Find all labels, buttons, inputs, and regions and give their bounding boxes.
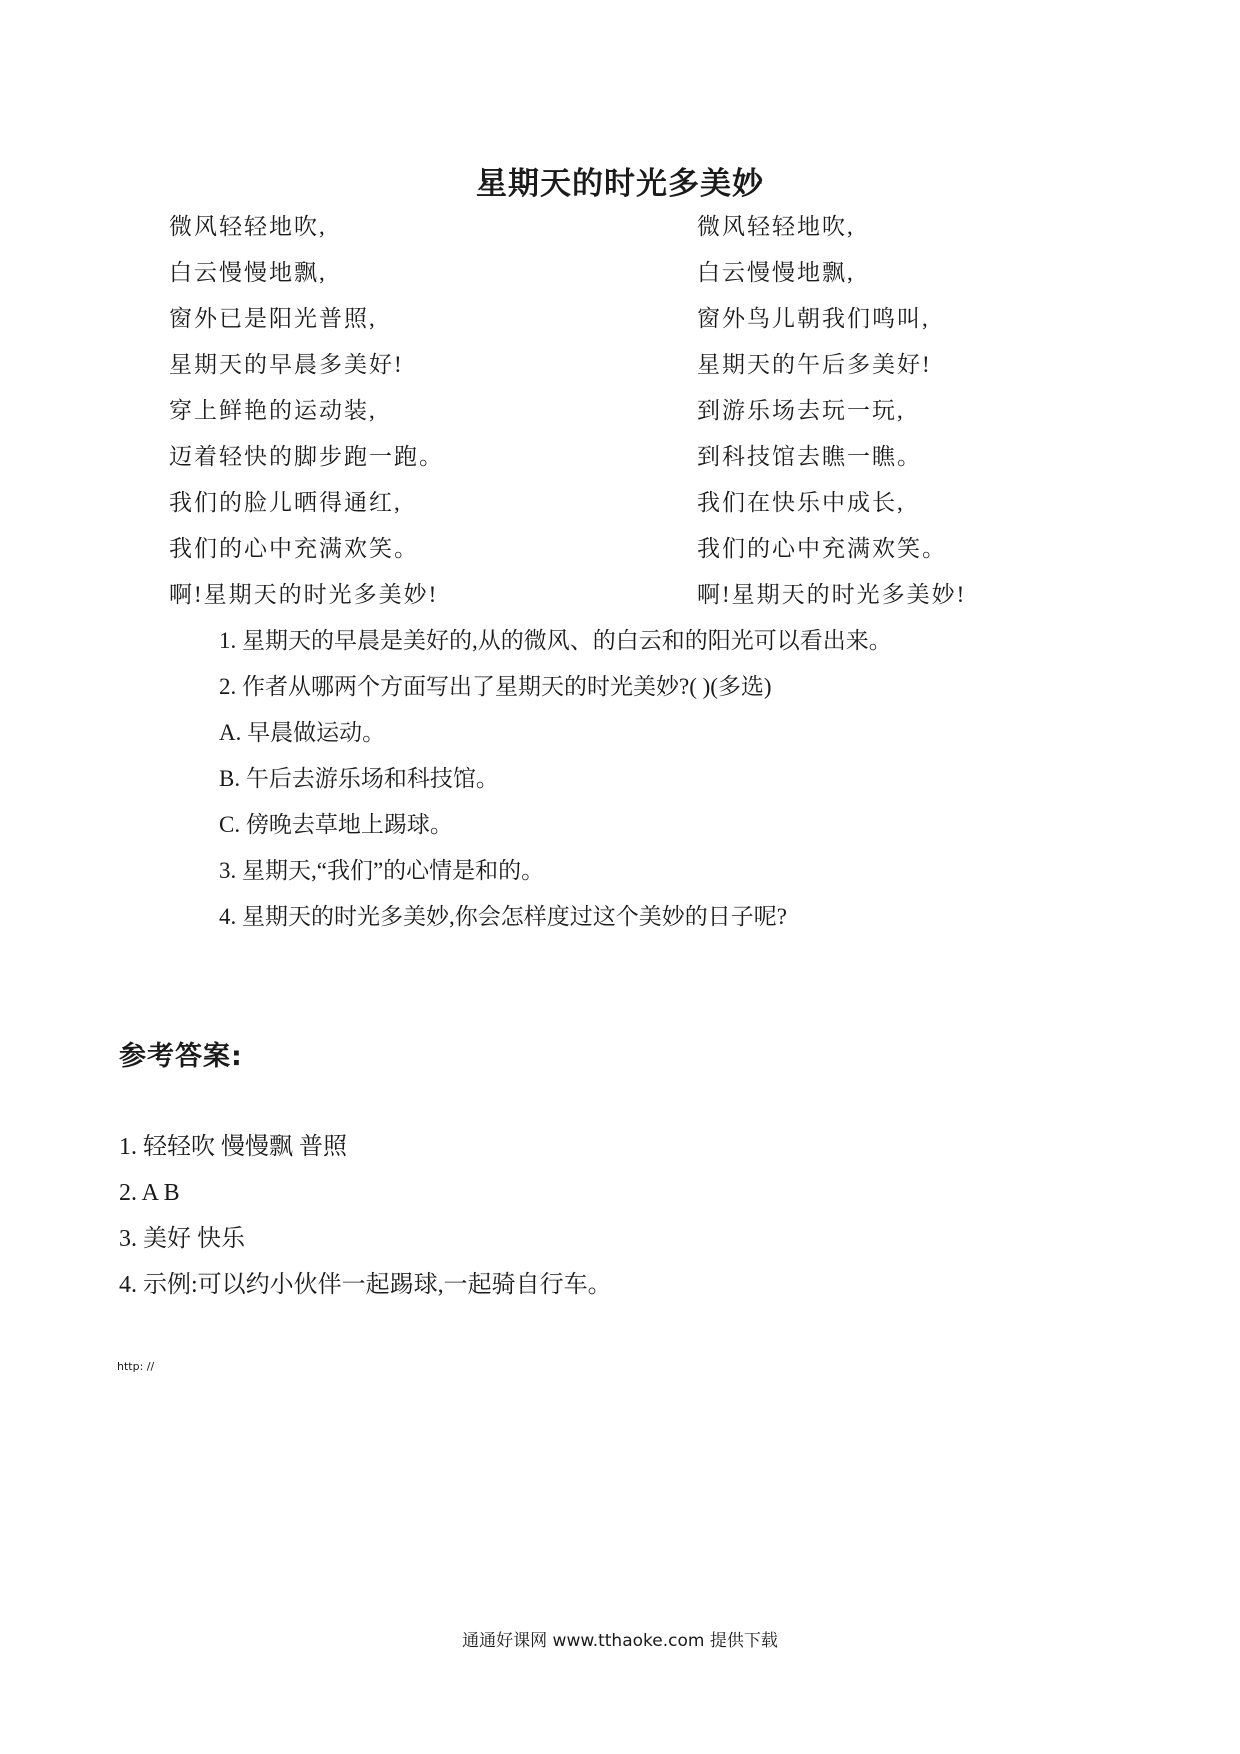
- poem-line: 星期天的早晨多美好!: [169, 352, 404, 377]
- poem-line: 到游乐场去玩一玩,: [697, 398, 905, 423]
- url-note: http: //: [117, 1360, 155, 1373]
- poem-line: 啊!星期天的时光多美妙!: [697, 582, 967, 607]
- poem-line: 窗外已是阳光普照,: [169, 306, 377, 331]
- answer-list: [119, 1124, 612, 1308]
- answer-item: 2. A B: [119, 1180, 180, 1206]
- poem-line: 微风轻轻地吹,: [697, 214, 855, 239]
- question-item: 4. 星期天的时光多美妙,你会怎样度过这个美妙的日子呢?: [219, 904, 787, 929]
- poem-line: 迈着轻快的脚步跑一跑。: [169, 444, 444, 469]
- question-item: 3. 星期天,“我们”的心情是和的。: [219, 858, 545, 883]
- poem-line: 窗外鸟儿朝我们鸣叫,: [697, 306, 930, 331]
- document-title: 星期天的时光多美妙: [476, 166, 764, 202]
- poem-line: 我们在快乐中成长,: [697, 490, 905, 515]
- answer-heading: 参考答案:: [119, 1041, 243, 1072]
- question-option: A. 早晨做运动。: [219, 720, 386, 745]
- poem-line: 到科技馆去瞧一瞧。: [697, 444, 922, 469]
- poem-line: 星期天的午后多美好!: [697, 352, 932, 377]
- poem-line: 穿上鲜艳的运动装,: [169, 398, 377, 423]
- question-list: [219, 618, 892, 940]
- poem-line: 微风轻轻地吹,: [169, 214, 327, 239]
- answer-item: 4. 示例:可以约小伙伴一起踢球,一起骑自行车。: [119, 1272, 612, 1298]
- poem-right-column: [697, 204, 966, 618]
- poem-line: 我们的心中充满欢笑。: [169, 536, 419, 561]
- answer-item: 1. 轻轻吹 慢慢飘 普照: [119, 1134, 347, 1160]
- question-item: 1. 星期天的早晨是美好的,从的微风、的白云和的阳光可以看出来。: [219, 628, 892, 653]
- poem-line: 白云慢慢地飘,: [169, 260, 327, 285]
- poem-left-column: [169, 204, 444, 618]
- footer-credit: 通通好课网 www.tthaoke.com 提供下载: [462, 1631, 778, 1651]
- poem-line: 白云慢慢地飘,: [697, 260, 855, 285]
- answer-item: 3. 美好 快乐: [119, 1226, 245, 1252]
- question-item: 2. 作者从哪两个方面写出了星期天的时光美妙?( )(多选): [219, 674, 772, 699]
- question-option: B. 午后去游乐场和科技馆。: [219, 766, 499, 791]
- poem-line: 我们的心中充满欢笑。: [697, 536, 947, 561]
- poem-line: 我们的脸儿晒得通红,: [169, 490, 402, 515]
- question-option: C. 傍晚去草地上踢球。: [219, 812, 453, 837]
- poem-line: 啊!星期天的时光多美妙!: [169, 582, 439, 607]
